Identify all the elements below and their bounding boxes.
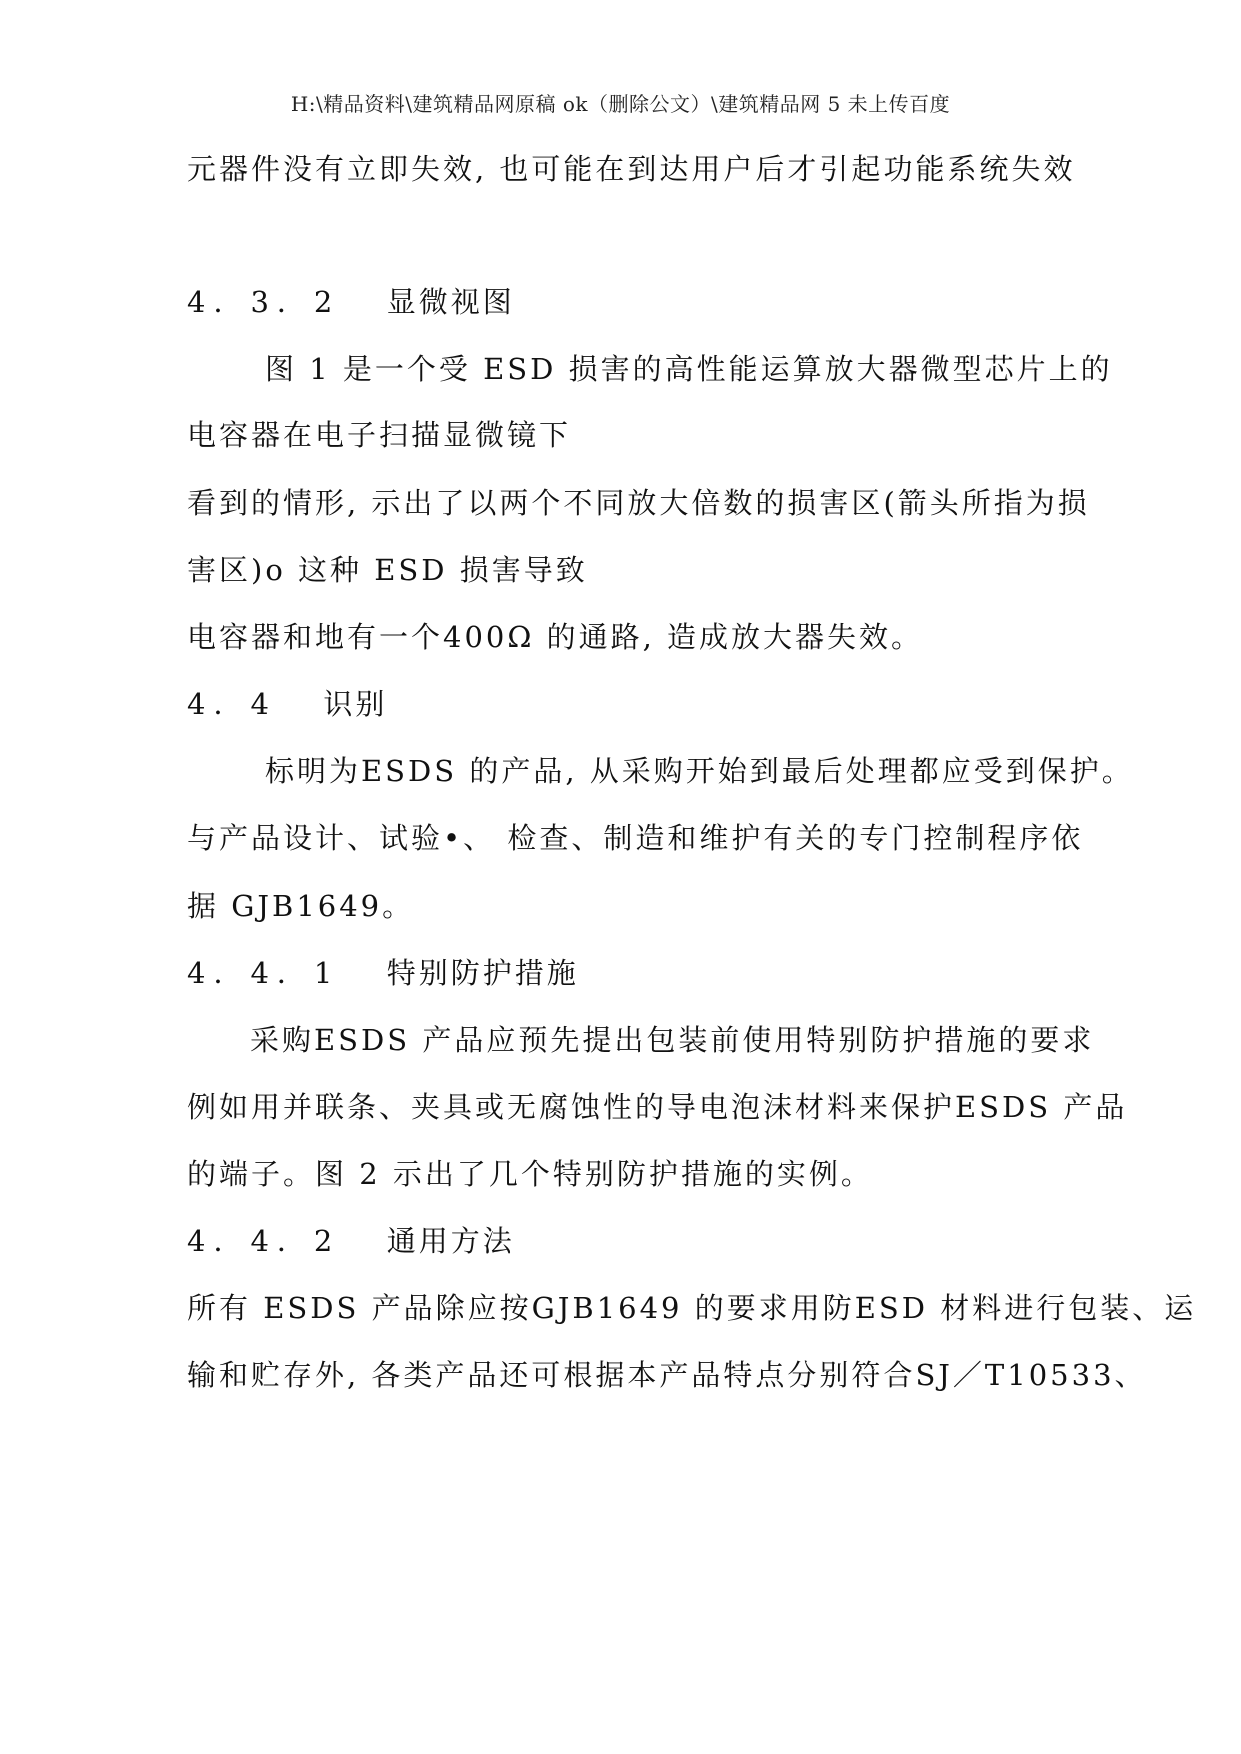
section-heading-4-3-2 [187, 285, 515, 320]
paragraph-line: 图 1 是一个受 ESD 损害的高性能运算放大器微型芯片上的 [265, 352, 1113, 386]
section-number: 4．4 [187, 687, 277, 721]
paragraph-line: 采购ESDS 产品应预先提出包装前使用特别防护措施的要求 [250, 1023, 1095, 1057]
paragraph-line: 电容器在电子扫描显微镜下 [187, 418, 572, 452]
section-number: 4．4．2 [187, 1224, 341, 1258]
section-heading-4-4-2 [187, 1224, 515, 1259]
body-line: 元器件没有立即失效, 也可能在到达用户后才引起功能系统失效 [187, 152, 1076, 186]
paragraph-line: 的端子。图 2 示出了几个特别防护措施的实例。 [187, 1157, 873, 1191]
paragraph-line: 看到的情形, 示出了以两个不同放大倍数的损害区(箭头所指为损 [187, 486, 1090, 520]
paragraph-line: 据 GJB1649。 [187, 889, 415, 923]
section-number: 4．3．2 [187, 285, 341, 319]
page-header-path: H:\精品资料\建筑精品网原稿 ok（删除公文）\建筑精品网 5 未上传百度 [290, 92, 951, 116]
paragraph-line: 电容器和地有一个400Ω 的通路, 造成放大器失效。 [187, 620, 924, 654]
paragraph-line: 害区)o 这种 ESD 损害导致 [187, 553, 588, 587]
section-number: 4．4．1 [187, 956, 341, 990]
paragraph-line: 输和贮存外, 各类产品还可根据本产品特点分别符合SJ／T10533、 [187, 1358, 1147, 1392]
section-title: 识别 [323, 687, 388, 721]
section-title: 特别防护措施 [386, 956, 579, 990]
section-title: 通用方法 [386, 1224, 515, 1258]
section-heading-4-4-1 [187, 956, 579, 991]
paragraph-line: 例如用并联条、夹具或无腐蚀性的导电泡沫材料来保护ESDS 产品 [187, 1090, 1128, 1124]
paragraph-line: 标明为ESDS 的产品, 从采购开始到最后处理都应受到保护。 [265, 754, 1134, 788]
paragraph-line: 与产品设计、试验•、 检查、制造和维护有关的专门控制程序依 [187, 821, 1084, 855]
section-title: 显微视图 [386, 285, 515, 319]
section-heading-4-4 [187, 687, 387, 722]
paragraph-line: 所有 ESDS 产品除应按GJB1649 的要求用防ESD 材料进行包装、运 [187, 1291, 1197, 1325]
